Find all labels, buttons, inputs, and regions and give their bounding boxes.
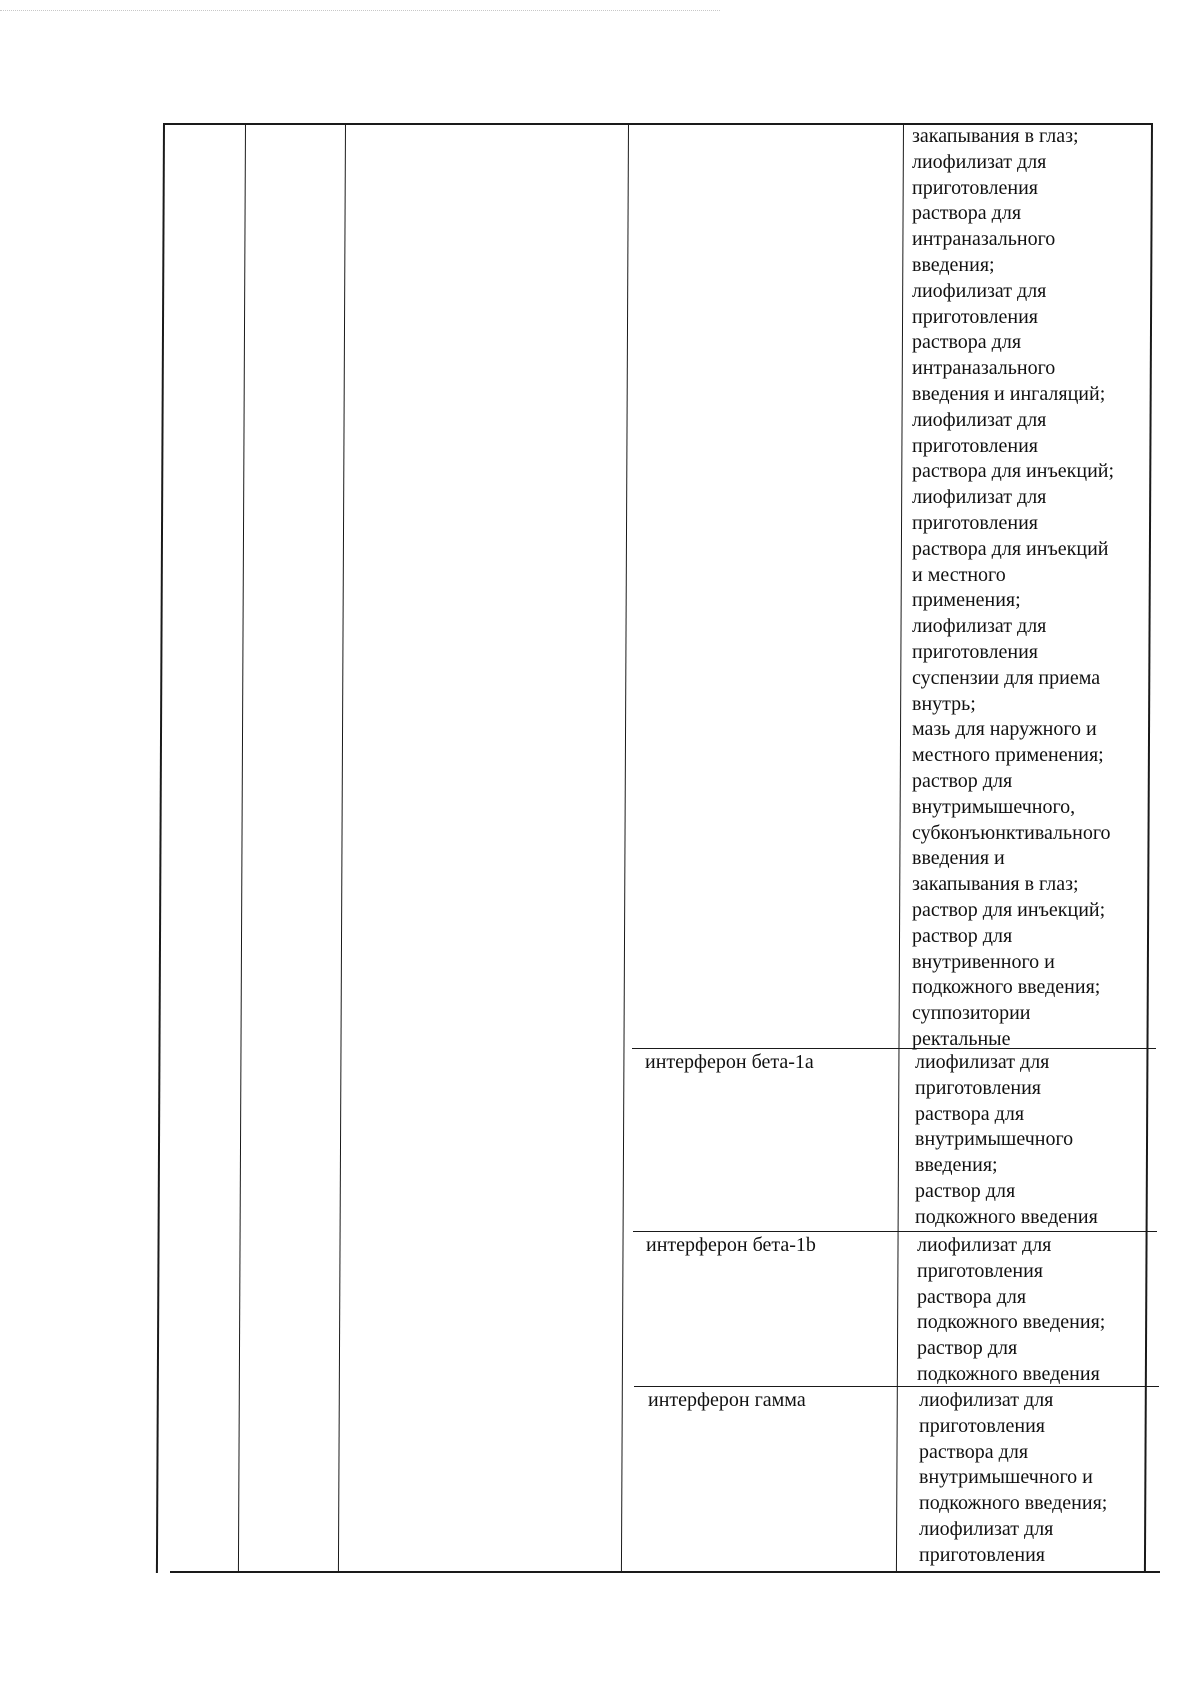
row-separator-2: [633, 1231, 1157, 1232]
column-divider-3: [621, 123, 629, 1573]
column-divider-1: [238, 123, 246, 1573]
table-border-bottom: [170, 1571, 1160, 1573]
column-divider-2: [338, 123, 346, 1573]
table-row-3-name: интерферон бета-1b: [646, 1234, 816, 1256]
table-border-left: [156, 123, 165, 1573]
table-row-3-forms: лиофилизат для приготовления раствора для подкожного введения; раствор для подкожного введения: [917, 1234, 1106, 1385]
table-row-2-name: интерферон бета-1a: [645, 1051, 814, 1073]
table-row-1-forms: закапывания в глаз; лиофилизат для приготовления раствора для интраназального введения; лиофилизат для приготовления раствора для интраназального введения и ингаляций; лиофилизат для приготовления раствора для инъекций; лиофилизат для приготовления раствора для инъекций и местного применения; лиофилизат для приготовления суспензии для приема внутрь; мазь для наружного и местного применения; раствор для внутримышечного, субконъюнктивального введения и закапывания в глаз; раствор для инъекций; раствор для внутривенного и подкожного введения; суппозитории ректальные: [912, 125, 1115, 1050]
scan-artifact-line: [0, 10, 720, 11]
table-row-4-name: интерферон гамма: [648, 1389, 806, 1411]
column-divider-4: [896, 123, 904, 1573]
table-row-4-forms: лиофилизат для приготовления раствора для внутримышечного и подкожного введения; лиофилизат для приготовления: [919, 1389, 1108, 1566]
table-row-2-forms: лиофилизат для приготовления раствора для внутримышечного введения; раствор для подкожного введения: [915, 1051, 1098, 1228]
